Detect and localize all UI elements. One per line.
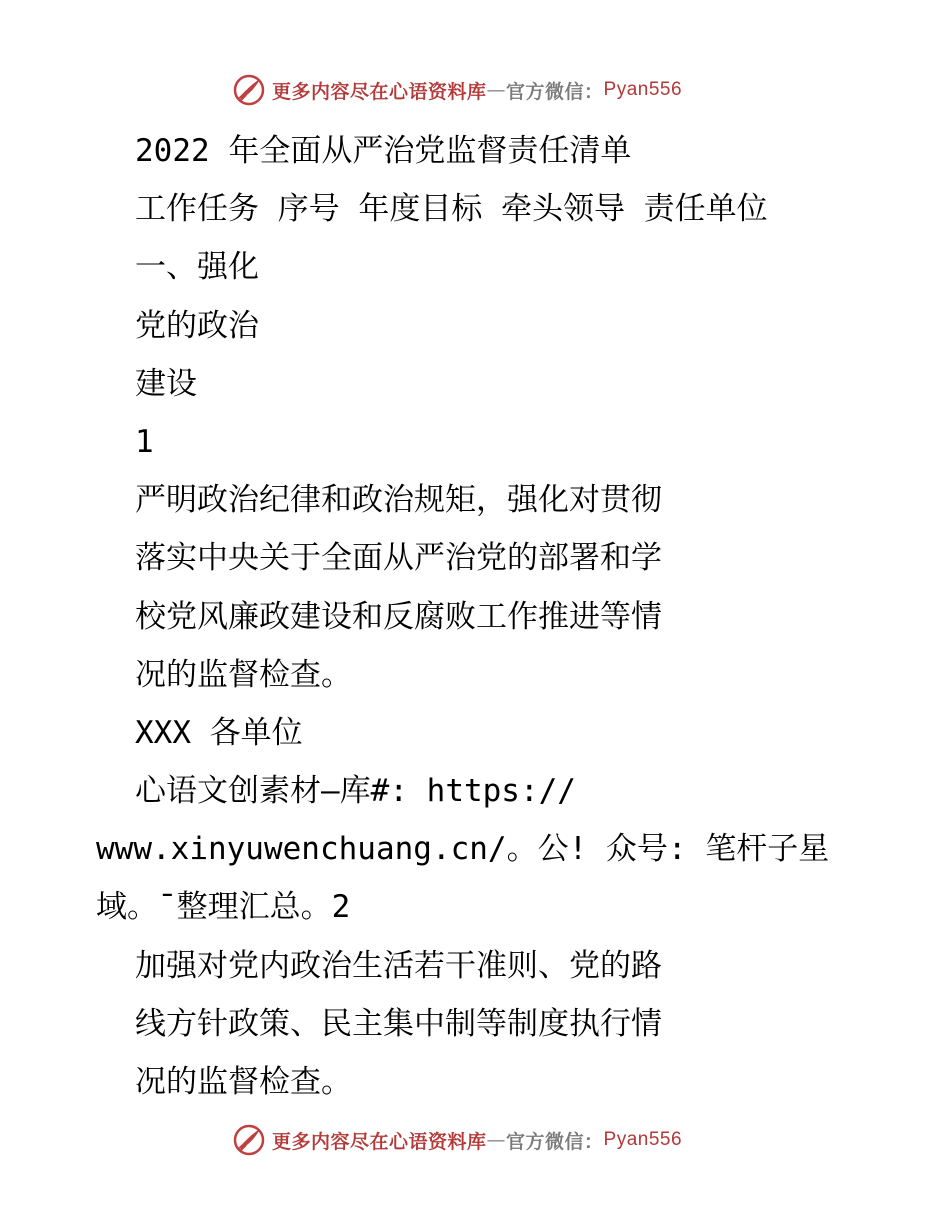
banner-wechat-id: Pyan556 (603, 79, 683, 100)
text-line: 严明政治纪律和政治规矩，强化对贯彻 (135, 482, 662, 519)
quill-logo-icon (232, 73, 266, 107)
text-line: 落实中央关于全面从严治党的部署和学 (135, 540, 662, 577)
text-line: 况的监督检查。 (135, 656, 352, 693)
text-line: 校党风廉政建设和反腐败工作推进等情 (135, 598, 662, 635)
banner-main-text: 更多内容尽在心语资料库 (272, 80, 487, 103)
header-banner (232, 70, 682, 110)
banner-separator: — (486, 1129, 507, 1151)
banner-main-text: 更多内容尽在心语资料库 (272, 1130, 487, 1153)
table-header-line: 工作任务 序号 年度目标 牵头领导 责任单位 (135, 191, 768, 228)
document-body (0, 122, 950, 1111)
text-line: 域。¯整理汇总。2 (96, 889, 351, 926)
text-line: 况的监督检查。 (135, 1064, 352, 1100)
document-title: 2022 年全面从严治党监督责任清单 (135, 133, 632, 169)
text-line: 线方针政策、民主集中制等制度执行情 (135, 1005, 662, 1042)
footer-banner (232, 1120, 682, 1160)
banner-wechat-label: 官方微信： (506, 80, 604, 103)
text-line: 党的政治 (135, 307, 259, 344)
text-line: 建设 (135, 365, 197, 402)
text-line: www.xinyuwenchuang.cn/。公! 众号: 笔杆子星 (96, 831, 830, 868)
banner-wechat-label: 官方微信： (506, 1130, 604, 1153)
text-line: 心语文创素材—库#: https:// (135, 773, 576, 810)
text-line: XXX 各单位 (135, 714, 303, 751)
item-number: 1 (135, 423, 154, 460)
banner-separator: — (486, 79, 507, 101)
quill-logo-icon (232, 1123, 266, 1157)
text-line: 加强对党内政治生活若干准则、党的路 (135, 947, 662, 984)
text-line: 一、强化 (135, 249, 259, 286)
banner-wechat-id: Pyan556 (603, 1129, 683, 1150)
